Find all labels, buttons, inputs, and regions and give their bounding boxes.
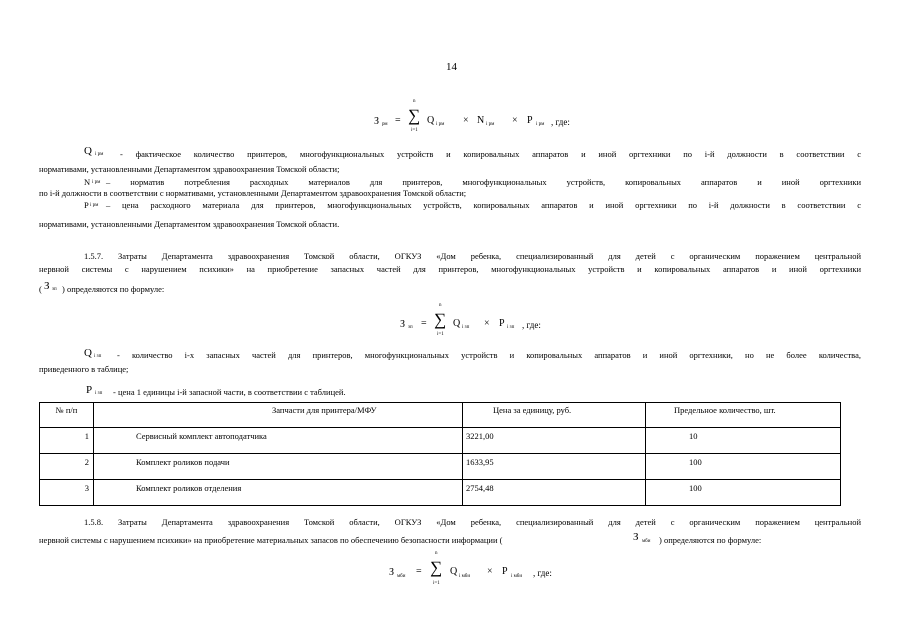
def-q-zp-symbol: Q (84, 347, 92, 359)
sum2-lower-limit: i=1 (437, 332, 444, 337)
para-158-line-1: 1.5.8. Затраты Департамента здравоохранения Томской области, ОГКУЗ «Дом ребенка, специализированный для детей с органическим поражением центральной (84, 517, 861, 527)
para-158-line-2a: нервной системы с нарушением психики» на приобретение материальных запасов по обеспечению безопасности информации ( (39, 535, 503, 545)
formula2-p-subscript: i зп (507, 325, 515, 330)
table-cell-price: 2754,48 (463, 480, 646, 506)
def-q-line-2: нормативами, установленными Департаментом здравоохранения Томской области; (39, 164, 340, 174)
para-158-subscript: мби (642, 539, 651, 544)
formula3-p: P (502, 566, 508, 577)
table-cell-index: 2 (40, 454, 94, 480)
def-p-symbol: P (84, 200, 89, 210)
sum-upper-limit: n (413, 99, 416, 104)
sum-lower-limit: i=1 (411, 128, 418, 133)
table-cell-limit: 100 (646, 454, 841, 480)
formula3-times: × (487, 566, 493, 577)
table-cell-price: 3221,00 (463, 428, 646, 454)
table-header-cell: Цена за единицу, руб. (463, 403, 646, 428)
table-header-row (40, 403, 841, 428)
formula3-tail: , где: (533, 568, 552, 578)
page-number: 14 (446, 61, 457, 73)
def-q-zp-line-1: - количество i-х запасных частей для принтеров, многофункциональных устройств и копировальных аппаратов и иной оргтехники, но не более количества, (117, 350, 861, 360)
table-cell-limit: 100 (646, 480, 841, 506)
def-n-line-2: по i-й должности в соответствии с нормативами, установленными Департаментом здравоохранения Томской области; (39, 188, 467, 198)
formula2-equals: = (421, 318, 427, 329)
para-158-line-2b: ) определяются по формуле: (659, 535, 762, 545)
table-row (40, 428, 841, 454)
formula-n: N (477, 115, 485, 126)
table-header-cell: Предельное количество, шт. (646, 403, 841, 428)
def-p-line-1: – цена расходного материала для принтеров, многофункциональных устройств, копировальных аппаратов и иной оргтехники по i-й должности в соответствии с (106, 200, 861, 210)
formula-tail: , где: (551, 117, 570, 127)
formula-q-subscript: i рм (436, 122, 445, 127)
table-cell-index: 3 (40, 480, 94, 506)
formula2-q: Q (453, 318, 461, 329)
formula3-p-subscript: i мби (511, 574, 523, 579)
def-p-zp-line-1: - цена 1 единицы i-й запасной части, в соответствии с таблицей. (113, 387, 346, 397)
table-cell-name: Комплект роликов отделения (94, 480, 463, 506)
table-row (40, 480, 841, 506)
sum2-sign: ∑ (434, 310, 447, 329)
formula-times-2: × (512, 115, 518, 126)
formula-q: Q (427, 115, 435, 126)
def-q-symbol: Q (84, 145, 92, 157)
formula2-p: P (499, 318, 505, 329)
formula2-q-subscript: i зп (462, 325, 470, 330)
formula-lhs-subscript: рм (382, 122, 388, 127)
para-158-symbol: З (633, 531, 639, 543)
table-cell-index: 1 (40, 428, 94, 454)
spare-parts-table (39, 402, 841, 506)
def-p-subscript: i рм (90, 203, 99, 208)
para-157-subscript: зп (52, 287, 57, 292)
def-n-line-1: – норматив потребления расходных материалов для принтеров, многофункциональных устройств, копировальных аппаратов и иной оргтехники (106, 177, 861, 187)
formula2-times: × (484, 318, 490, 329)
def-p-zp-symbol: P (86, 384, 93, 396)
formula-lhs: З (374, 116, 380, 127)
para-157-line-3: ) определяются по формуле: (62, 284, 165, 294)
def-q-subscript: i рм (95, 152, 104, 157)
def-p-zp-subscript: i зп (95, 391, 103, 396)
para-157-symbol: З (44, 280, 50, 292)
def-q-line-1: - фактическое количество принтеров, многофункциональных устройств и копировальных аппаратов и иной оргтехники по i-й должности в соответствии с (120, 149, 861, 159)
table-cell-price: 1633,95 (463, 454, 646, 480)
def-q-zp-line-2: приведенного в таблице; (39, 364, 129, 374)
formula-p: P (527, 115, 533, 126)
formula3-q: Q (450, 566, 458, 577)
def-p-line-2: нормативами, установленными Департаментом здравоохранения Томской области. (39, 219, 340, 229)
formula2-tail: , где: (522, 320, 541, 330)
formula3-lhs: З (389, 567, 395, 578)
table-cell-name: Сервисный комплект автоподатчика (94, 428, 463, 454)
formula-n-subscript: i рм (486, 122, 495, 127)
sum-sign: ∑ (408, 106, 421, 125)
formula-times-1: × (463, 115, 469, 126)
para-157-line-1: 1.5.7. Затраты Департамента здравоохранения Томской области, ОГКУЗ «Дом ребенка, специализированный для детей с органическим поражением центральной (84, 251, 861, 261)
formula3-lhs-subscript: мби (397, 574, 406, 579)
table-header-cell: № п/п (40, 403, 94, 428)
sum3-sign: ∑ (430, 558, 443, 577)
table-cell-name: Комплект роликов подачи (94, 454, 463, 480)
sum3-lower-limit: i=1 (433, 581, 440, 586)
def-q-zp-subscript: i зп (94, 354, 102, 359)
formula2-lhs-subscript: зп (408, 325, 413, 330)
sum3-upper-limit: n (435, 551, 438, 556)
def-n-subscript: i рм (92, 180, 101, 185)
para-157-open-paren: ( (39, 284, 42, 294)
formula2-lhs: З (400, 319, 406, 330)
table-cell-limit: 10 (646, 428, 841, 454)
formula-p-subscript: i рм (536, 122, 545, 127)
table-row (40, 454, 841, 480)
formula-equals: = (395, 115, 401, 126)
formula3-equals: = (416, 566, 422, 577)
para-157-line-2: нервной системы с нарушением психики» на приобретение запасных частей для принтеров, многофункциональных устройств и копировальных аппаратов и иной оргтехники (39, 264, 861, 274)
sum2-upper-limit: n (439, 303, 442, 308)
table-header-cell: Запчасти для принтера/МФУ (94, 403, 463, 428)
formula3-q-subscript: i мби (459, 574, 471, 579)
def-n-symbol: N (84, 177, 91, 187)
